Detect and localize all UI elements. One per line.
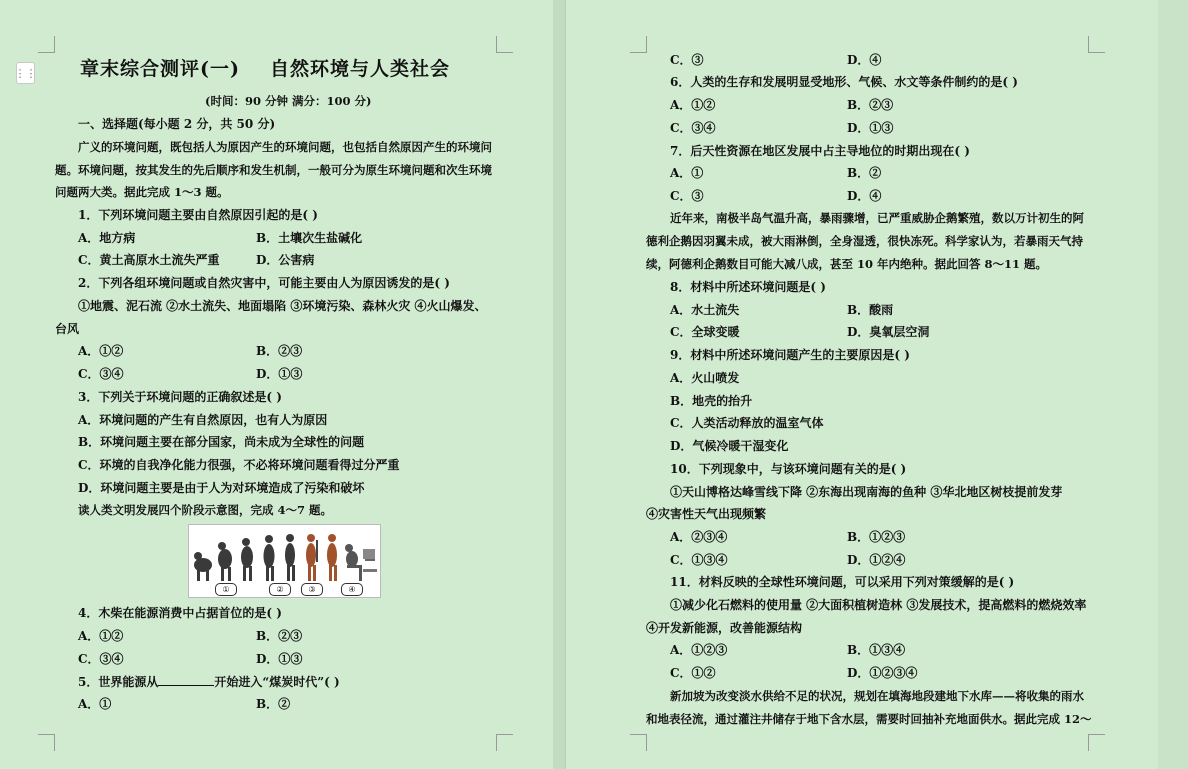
- figure-label: ①: [215, 583, 237, 596]
- question-8: 8．材料中所述环境问题是( ): [670, 280, 826, 294]
- option-d: D．④: [847, 189, 882, 203]
- option-a: A．①: [78, 697, 112, 711]
- title-part1: 章末综合测评(一): [80, 58, 240, 80]
- option-b: B．②③: [256, 629, 303, 643]
- human-evolution-figure: [188, 524, 381, 598]
- option-b: B．②③: [847, 98, 894, 112]
- option-c: C．③④: [78, 652, 124, 666]
- option-a: A．①②: [78, 629, 124, 643]
- option-c: C．①③④: [670, 553, 728, 567]
- option-d: D．④: [847, 53, 882, 67]
- figure-label: ③: [301, 583, 323, 596]
- option-d: D．①③: [847, 121, 894, 135]
- figure-label: ②: [269, 583, 291, 596]
- question-items: ④灾害性天气出现频繁: [646, 507, 767, 521]
- option-b: B．②③: [256, 344, 303, 358]
- intro-line: 近年来，南极半岛气温升高，暴雨骤增，已严重威胁企鹅繁殖，数以万计初生的阿: [670, 211, 1084, 225]
- question-6: 6．人类的生存和发展明显受地形、气候、水文等条件制约的是( ): [670, 75, 1018, 89]
- option-a: A．①②: [78, 344, 124, 358]
- page-title: [80, 54, 450, 81]
- intro-line: 广义的环境问题，既包括人为原因产生的环境问题，也包括自然原因产生的环境问: [78, 140, 492, 154]
- intro-line: 题。环境问题，按其发生的先后顺序和发生机制，一般可分为原生环境问题和次生环境: [55, 163, 492, 177]
- option-c: C．③④: [670, 121, 716, 135]
- option-b: B．环境问题主要在部分国家，尚未成为全球性的问题: [78, 435, 365, 449]
- option-c: C．①②: [670, 666, 716, 680]
- option-a: A．①: [670, 166, 704, 180]
- document-page-right: [566, 0, 1158, 769]
- question-5-pre: 5．世界能源从: [78, 675, 159, 689]
- option-c: C．③: [670, 53, 704, 67]
- drag-handle-icon[interactable]: ⋮⋮: [16, 62, 35, 84]
- document-page-left: [0, 0, 553, 769]
- crop-mark-icon: [630, 36, 647, 53]
- window-edge: [1158, 0, 1188, 769]
- option-a: A．①②: [670, 98, 716, 112]
- page-gutter: [553, 0, 566, 769]
- option-a: A．水土流失: [670, 303, 740, 317]
- intro-line: 读人类文明发展四个阶段示意图，完成 4～7 题。: [78, 503, 333, 517]
- question-2: 2．下列各组环境问题或自然灾害中，可能主要由人为原因诱发的是( ): [78, 276, 450, 290]
- option-c: C．人类活动释放的温室气体: [670, 416, 824, 430]
- option-d: D．①②③④: [847, 666, 918, 680]
- option-c: C．环境的自我净化能力很强，不必将环境问题看得过分严重: [78, 458, 400, 472]
- crop-mark-icon: [630, 734, 647, 751]
- fill-blank: [158, 673, 214, 686]
- option-b: B．地壳的抬升: [670, 394, 753, 408]
- question-5: [78, 673, 340, 690]
- option-d: D．臭氧层空洞: [847, 325, 930, 339]
- option-a: A．环境问题的产生有自然原因，也有人为原因: [78, 413, 328, 427]
- option-b: B．①③④: [847, 643, 906, 657]
- option-b: B．②: [256, 697, 291, 711]
- crop-mark-icon: [496, 734, 513, 751]
- intro-line: 问题两大类。据此完成 1～3 题。: [55, 185, 229, 199]
- crop-mark-icon: [496, 36, 513, 53]
- section-heading: 一、选择题(每小题 2 分，共 50 分): [78, 117, 276, 131]
- title-part2: 自然环境与人类社会: [269, 58, 450, 80]
- question-11: 11．材料反映的全球性环境问题，可以采用下列对策缓解的是( ): [670, 575, 1015, 589]
- option-a: A．火山喷发: [670, 371, 740, 385]
- intro-line: 德利企鹅因羽翼未成，被大雨淋倒，全身湿透，很快冻死。科学家认为，若暴雨天气持: [646, 234, 1083, 248]
- question-5-post: 开始进入“煤炭时代”( ): [214, 675, 340, 689]
- subtitle: (时间：90 分钟 满分：100 分): [205, 94, 372, 108]
- option-b: B．②: [847, 166, 882, 180]
- option-c: C．全球变暖: [670, 325, 740, 339]
- option-b: B．酸雨: [847, 303, 894, 317]
- option-d: D．①②④: [847, 553, 906, 567]
- option-a: A．②③④: [670, 530, 728, 544]
- option-a: A．①②③: [670, 643, 728, 657]
- question-7: 7．后天性资源在地区发展中占主导地位的时期出现在( ): [670, 144, 970, 158]
- option-b: B．①②③: [847, 530, 906, 544]
- question-items: 台风: [55, 322, 80, 336]
- option-d: D．环境问题主要是由于人为对环境造成了污染和破坏: [78, 481, 365, 495]
- crop-mark-icon: [1088, 734, 1105, 751]
- option-d: D．公害病: [256, 253, 315, 267]
- figure-label: ④: [341, 583, 363, 596]
- question-items: ④开发新能源，改善能源结构: [646, 621, 803, 635]
- question-items: ①天山博格达峰雪线下降 ②东海出现南海的鱼种 ③华北地区树枝提前发芽: [670, 485, 1063, 499]
- question-items: ①减少化石燃料的使用量 ②大面积植树造林 ③发展技术，提高燃料的燃烧效率: [670, 598, 1087, 612]
- question-4: 4．木柴在能源消费中占据首位的是( ): [78, 606, 282, 620]
- intro-line: 新加坡为改变淡水供给不足的状况，规划在填海地段建地下水库——将收集的雨水: [670, 689, 1084, 703]
- option-c: C．黄土高原水土流失严重: [78, 253, 220, 267]
- option-d: D．①③: [256, 367, 303, 381]
- option-d: D．①③: [256, 652, 303, 666]
- crop-mark-icon: [38, 36, 55, 53]
- question-10: 10．下列现象中，与该环境问题有关的是( ): [670, 462, 907, 476]
- question-3: 3．下列关于环境问题的正确叙述是( ): [78, 390, 282, 404]
- question-1: 1．下列环境问题主要由自然原因引起的是( ): [78, 208, 318, 222]
- option-c: C．③④: [78, 367, 124, 381]
- option-a: A．地方病: [78, 231, 136, 245]
- question-items: ①地震、泥石流 ②水土流失、地面塌陷 ③环境污染、森林火灾 ④火山爆发、: [78, 299, 487, 313]
- option-b: B．土壤次生盐碱化: [256, 231, 363, 245]
- crop-mark-icon: [1088, 36, 1105, 53]
- crop-mark-icon: [38, 734, 55, 751]
- question-9: 9．材料中所述环境问题产生的主要原因是( ): [670, 348, 910, 362]
- intro-line: 和地表径流，通过灌注井储存于地下含水层，需要时回抽补充地面供水。据此完成 12～: [646, 712, 1092, 726]
- option-d: D．气候冷暖干湿变化: [670, 439, 789, 453]
- intro-line: 续，阿德利企鹅数目可能大减八成，甚至 10 年内绝种。据此回答 8～11 题。: [646, 257, 1048, 271]
- option-c: C．③: [670, 189, 704, 203]
